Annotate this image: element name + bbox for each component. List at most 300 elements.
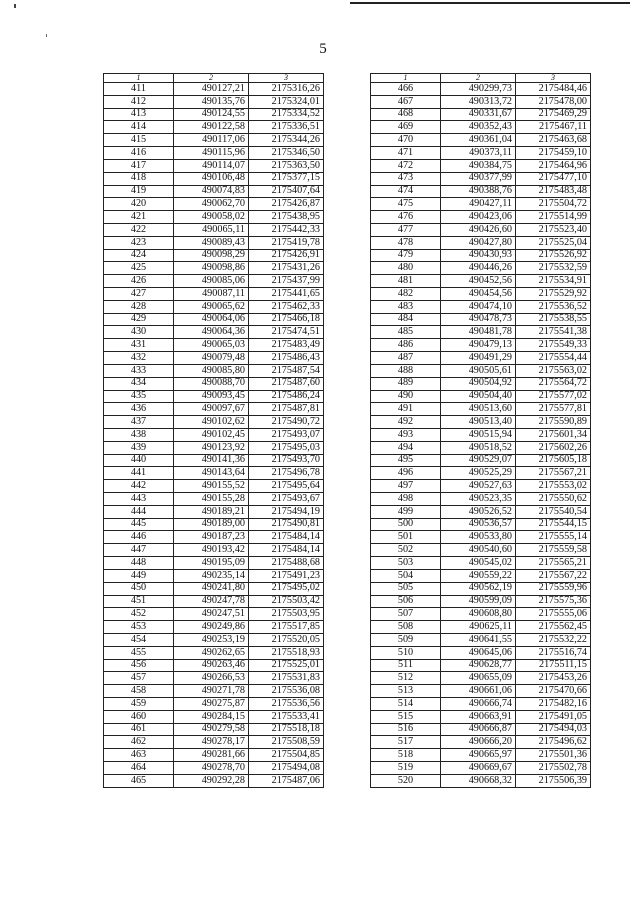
y-coordinate-cell: 2175564,72 [516,377,591,390]
x-coordinate-cell: 490114,07 [174,159,249,172]
point-number-cell: 514 [371,698,441,711]
x-coordinate-cell: 490135,76 [174,95,249,108]
x-coordinate-cell: 490292,28 [174,774,249,787]
table-row [371,749,591,762]
table-row [104,95,324,108]
y-coordinate-cell: 2175525,01 [249,659,324,672]
y-coordinate-cell: 2175426,91 [249,249,324,262]
table-row [371,710,591,723]
point-number-cell: 427 [104,288,174,301]
y-coordinate-cell: 2175567,22 [516,569,591,582]
x-coordinate-cell: 490098,86 [174,262,249,275]
x-coordinate-cell: 490266,53 [174,672,249,685]
point-number-cell: 494 [371,441,441,454]
table-row [104,339,324,352]
x-coordinate-cell: 490093,45 [174,390,249,403]
y-coordinate-cell: 2175462,33 [249,300,324,313]
y-coordinate-cell: 2175487,06 [249,774,324,787]
point-number-cell: 455 [104,646,174,659]
point-number-cell: 459 [104,698,174,711]
x-coordinate-cell: 490299,73 [441,83,516,96]
point-number-cell: 442 [104,480,174,493]
x-coordinate-cell: 490529,07 [441,454,516,467]
y-coordinate-cell: 2175544,15 [516,518,591,531]
point-number-cell: 424 [104,249,174,262]
point-number-cell: 497 [371,480,441,493]
y-coordinate-cell: 2175590,89 [516,416,591,429]
table-row [371,569,591,582]
x-coordinate-cell: 490247,78 [174,595,249,608]
x-coordinate-cell: 490474,10 [441,300,516,313]
y-coordinate-cell: 2175442,33 [249,223,324,236]
table-row [371,262,591,275]
point-number-cell: 422 [104,223,174,236]
table-row [371,646,591,659]
y-coordinate-cell: 2175555,06 [516,608,591,621]
x-coordinate-cell: 490505,61 [441,364,516,377]
y-coordinate-cell: 2175482,16 [516,698,591,711]
y-coordinate-cell: 2175463,68 [516,134,591,147]
y-coordinate-cell: 2175567,21 [516,467,591,480]
y-coordinate-cell: 2175540,54 [516,505,591,518]
point-number-cell: 425 [104,262,174,275]
point-number-cell: 467 [371,95,441,108]
table-row [371,480,591,493]
x-coordinate-cell: 490155,28 [174,493,249,506]
x-coordinate-cell: 490189,21 [174,505,249,518]
point-number-cell: 495 [371,454,441,467]
y-coordinate-cell: 2175474,51 [249,326,324,339]
point-number-cell: 411 [104,83,174,96]
point-number-cell: 438 [104,428,174,441]
point-number-cell: 486 [371,339,441,352]
y-coordinate-cell: 2175487,81 [249,403,324,416]
y-coordinate-cell: 2175531,83 [249,672,324,685]
y-coordinate-cell: 2175605,18 [516,454,591,467]
table-row [371,544,591,557]
table-row [104,493,324,506]
point-number-cell: 515 [371,710,441,723]
table-row [104,403,324,416]
x-coordinate-cell: 490281,66 [174,749,249,762]
column-header-y: 3 [249,74,324,83]
point-number-cell: 520 [371,774,441,787]
table-row [104,288,324,301]
y-coordinate-cell: 2175511,15 [516,659,591,672]
x-coordinate-cell: 490313,72 [441,95,516,108]
table-row [371,723,591,736]
table-row [371,223,591,236]
point-number-cell: 468 [371,108,441,121]
y-coordinate-cell: 2175518,18 [249,723,324,736]
table-row [104,710,324,723]
point-number-cell: 501 [371,531,441,544]
x-coordinate-cell: 490525,29 [441,467,516,480]
point-number-cell: 449 [104,569,174,582]
y-coordinate-cell: 2175555,14 [516,531,591,544]
y-coordinate-cell: 2175495,02 [249,582,324,595]
y-coordinate-cell: 2175565,21 [516,557,591,570]
point-number-cell: 502 [371,544,441,557]
column-header-point: 1 [104,74,174,83]
table-row [104,736,324,749]
point-number-cell: 518 [371,749,441,762]
y-coordinate-cell: 2175536,52 [516,300,591,313]
y-coordinate-cell: 2175602,26 [516,441,591,454]
table-row [104,236,324,249]
x-coordinate-cell: 490253,19 [174,633,249,646]
point-number-cell: 435 [104,390,174,403]
point-number-cell: 430 [104,326,174,339]
table-row [371,236,591,249]
y-coordinate-cell: 2175496,78 [249,467,324,480]
y-coordinate-cell: 2175514,99 [516,211,591,224]
table-row [104,262,324,275]
point-number-cell: 465 [104,774,174,787]
x-coordinate-cell: 490430,93 [441,249,516,262]
y-coordinate-cell: 2175506,39 [516,774,591,787]
point-number-cell: 489 [371,377,441,390]
y-coordinate-cell: 2175491,23 [249,569,324,582]
column-header-y: 3 [516,74,591,83]
x-coordinate-cell: 490452,56 [441,275,516,288]
point-number-cell: 491 [371,403,441,416]
y-coordinate-cell: 2175377,15 [249,172,324,185]
point-number-cell: 485 [371,326,441,339]
x-coordinate-cell: 490143,64 [174,467,249,480]
column-header-point: 1 [371,74,441,83]
table-row [104,544,324,557]
x-coordinate-cell: 490106,48 [174,172,249,185]
y-coordinate-cell: 2175562,45 [516,621,591,634]
table-row [371,493,591,506]
table-row [371,377,591,390]
y-coordinate-cell: 2175504,85 [249,749,324,762]
coordinates-table-right [370,73,591,788]
x-coordinate-cell: 490087,11 [174,288,249,301]
table-row [371,339,591,352]
point-number-cell: 419 [104,185,174,198]
x-coordinate-cell: 490426,60 [441,223,516,236]
point-number-cell: 490 [371,390,441,403]
table-row [371,608,591,621]
x-coordinate-cell: 490446,26 [441,262,516,275]
table-row [104,211,324,224]
point-number-cell: 480 [371,262,441,275]
y-coordinate-cell: 2175484,46 [516,83,591,96]
table-row [104,774,324,787]
x-coordinate-cell: 490454,56 [441,288,516,301]
table-row [104,621,324,634]
point-number-cell: 464 [104,762,174,775]
x-coordinate-cell: 490540,60 [441,544,516,557]
table-row [104,390,324,403]
point-number-cell: 417 [104,159,174,172]
point-number-cell: 454 [104,633,174,646]
x-coordinate-cell: 490668,32 [441,774,516,787]
y-coordinate-cell: 2175477,10 [516,172,591,185]
table-row [371,403,591,416]
x-coordinate-cell: 490599,09 [441,595,516,608]
table-row [104,569,324,582]
x-coordinate-cell: 490122,58 [174,121,249,134]
x-coordinate-cell: 490641,55 [441,633,516,646]
x-coordinate-cell: 490666,74 [441,698,516,711]
point-number-cell: 463 [104,749,174,762]
point-number-cell: 415 [104,134,174,147]
column-header-x: 2 [174,74,249,83]
x-coordinate-cell: 490102,45 [174,428,249,441]
table-row [371,313,591,326]
point-number-cell: 473 [371,172,441,185]
point-number-cell: 509 [371,633,441,646]
table-row [104,672,324,685]
x-coordinate-cell: 490515,94 [441,428,516,441]
table-row [104,441,324,454]
coordinates-table-left [103,73,324,788]
table-row [371,416,591,429]
x-coordinate-cell: 490062,70 [174,198,249,211]
point-number-cell: 505 [371,582,441,595]
table-row [104,249,324,262]
y-coordinate-cell: 2175534,91 [516,275,591,288]
table-row [371,95,591,108]
x-coordinate-cell: 490491,29 [441,352,516,365]
table-row [371,147,591,160]
y-coordinate-cell: 2175495,03 [249,441,324,454]
table-row [104,172,324,185]
table-row [104,531,324,544]
x-coordinate-cell: 490074,83 [174,185,249,198]
point-number-cell: 487 [371,352,441,365]
y-coordinate-cell: 2175438,95 [249,211,324,224]
x-coordinate-cell: 490533,80 [441,531,516,544]
y-coordinate-cell: 2175453,26 [516,672,591,685]
table-row [371,441,591,454]
point-number-cell: 504 [371,569,441,582]
y-coordinate-cell: 2175503,42 [249,595,324,608]
x-coordinate-cell: 490123,92 [174,441,249,454]
x-coordinate-cell: 490189,00 [174,518,249,531]
x-coordinate-cell: 490628,77 [441,659,516,672]
y-coordinate-cell: 2175538,55 [516,313,591,326]
table-row [371,211,591,224]
table-row [371,159,591,172]
x-coordinate-cell: 490377,99 [441,172,516,185]
x-coordinate-cell: 490262,65 [174,646,249,659]
x-coordinate-cell: 490098,29 [174,249,249,262]
x-coordinate-cell: 490481,78 [441,326,516,339]
table-row [104,377,324,390]
x-coordinate-cell: 490526,52 [441,505,516,518]
y-coordinate-cell: 2175487,54 [249,364,324,377]
point-number-cell: 479 [371,249,441,262]
y-coordinate-cell: 2175518,93 [249,646,324,659]
y-coordinate-cell: 2175490,72 [249,416,324,429]
y-coordinate-cell: 2175336,51 [249,121,324,134]
table-row [104,428,324,441]
y-coordinate-cell: 2175431,26 [249,262,324,275]
x-coordinate-cell: 490331,67 [441,108,516,121]
y-coordinate-cell: 2175494,19 [249,505,324,518]
table-row [104,608,324,621]
x-coordinate-cell: 490666,20 [441,736,516,749]
y-coordinate-cell: 2175483,49 [249,339,324,352]
point-number-cell: 420 [104,198,174,211]
point-number-cell: 421 [104,211,174,224]
x-coordinate-cell: 490513,60 [441,403,516,416]
x-coordinate-cell: 490141,36 [174,454,249,467]
y-coordinate-cell: 2175502,78 [516,762,591,775]
point-number-cell: 457 [104,672,174,685]
table-row [104,762,324,775]
table-row [104,582,324,595]
x-coordinate-cell: 490065,11 [174,223,249,236]
x-coordinate-cell: 490058,02 [174,211,249,224]
table-row [371,698,591,711]
x-coordinate-cell: 490645,06 [441,646,516,659]
y-coordinate-cell: 2175324,01 [249,95,324,108]
table-row [104,275,324,288]
y-coordinate-cell: 2175559,58 [516,544,591,557]
y-coordinate-cell: 2175526,92 [516,249,591,262]
point-number-cell: 462 [104,736,174,749]
point-number-cell: 493 [371,428,441,441]
table-row [371,275,591,288]
table-row [371,326,591,339]
point-number-cell: 445 [104,518,174,531]
y-coordinate-cell: 2175575,36 [516,595,591,608]
point-number-cell: 516 [371,723,441,736]
table-row [371,185,591,198]
point-number-cell: 472 [371,159,441,172]
y-coordinate-cell: 2175493,67 [249,493,324,506]
y-coordinate-cell: 2175550,62 [516,493,591,506]
point-number-cell: 453 [104,621,174,634]
table-row [104,467,324,480]
x-coordinate-cell: 490085,80 [174,364,249,377]
x-coordinate-cell: 490427,11 [441,198,516,211]
y-coordinate-cell: 2175494,08 [249,762,324,775]
point-number-cell: 426 [104,275,174,288]
x-coordinate-cell: 490278,17 [174,736,249,749]
table-row [371,685,591,698]
x-coordinate-cell: 490669,67 [441,762,516,775]
table-row [371,121,591,134]
y-coordinate-cell: 2175484,14 [249,544,324,557]
x-coordinate-cell: 490155,52 [174,480,249,493]
x-coordinate-cell: 490536,57 [441,518,516,531]
x-coordinate-cell: 490427,80 [441,236,516,249]
point-number-cell: 498 [371,493,441,506]
point-number-cell: 500 [371,518,441,531]
table-row [104,121,324,134]
table-row [371,582,591,595]
point-number-cell: 450 [104,582,174,595]
x-coordinate-cell: 490195,09 [174,557,249,570]
point-number-cell: 416 [104,147,174,160]
table-row [104,159,324,172]
point-number-cell: 446 [104,531,174,544]
point-number-cell: 429 [104,313,174,326]
point-number-cell: 511 [371,659,441,672]
table-header-row [371,74,591,83]
point-number-cell: 475 [371,198,441,211]
point-number-cell: 444 [104,505,174,518]
point-number-cell: 482 [371,288,441,301]
point-number-cell: 448 [104,557,174,570]
point-number-cell: 484 [371,313,441,326]
table-row [104,223,324,236]
x-coordinate-cell: 490249,86 [174,621,249,634]
point-number-cell: 441 [104,467,174,480]
table-row [371,633,591,646]
x-coordinate-cell: 490661,06 [441,685,516,698]
x-coordinate-cell: 490247,51 [174,608,249,621]
y-coordinate-cell: 2175488,68 [249,557,324,570]
y-coordinate-cell: 2175529,92 [516,288,591,301]
point-number-cell: 433 [104,364,174,377]
y-coordinate-cell: 2175469,29 [516,108,591,121]
point-number-cell: 437 [104,416,174,429]
x-coordinate-cell: 490089,43 [174,236,249,249]
x-coordinate-cell: 490665,97 [441,749,516,762]
point-number-cell: 470 [371,134,441,147]
y-coordinate-cell: 2175541,38 [516,326,591,339]
table-row [104,646,324,659]
x-coordinate-cell: 490065,03 [174,339,249,352]
y-coordinate-cell: 2175478,00 [516,95,591,108]
point-number-cell: 517 [371,736,441,749]
point-number-cell: 507 [371,608,441,621]
table-row [104,749,324,762]
point-number-cell: 452 [104,608,174,621]
point-number-cell: 412 [104,95,174,108]
y-coordinate-cell: 2175459,10 [516,147,591,160]
y-coordinate-cell: 2175363,50 [249,159,324,172]
table-row [371,518,591,531]
y-coordinate-cell: 2175486,24 [249,390,324,403]
point-number-cell: 451 [104,595,174,608]
table-row [104,557,324,570]
scan-mark [46,34,47,37]
table-row [104,416,324,429]
y-coordinate-cell: 2175464,96 [516,159,591,172]
x-coordinate-cell: 490663,91 [441,710,516,723]
y-coordinate-cell: 2175503,95 [249,608,324,621]
y-coordinate-cell: 2175520,05 [249,633,324,646]
table-row [104,454,324,467]
y-coordinate-cell: 2175536,08 [249,685,324,698]
x-coordinate-cell: 490284,15 [174,710,249,723]
y-coordinate-cell: 2175466,18 [249,313,324,326]
x-coordinate-cell: 490279,58 [174,723,249,736]
point-number-cell: 443 [104,493,174,506]
x-coordinate-cell: 490278,70 [174,762,249,775]
table-row [104,595,324,608]
y-coordinate-cell: 2175407,64 [249,185,324,198]
point-number-cell: 477 [371,223,441,236]
x-coordinate-cell: 490625,11 [441,621,516,634]
point-number-cell: 469 [371,121,441,134]
point-number-cell: 447 [104,544,174,557]
y-coordinate-cell: 2175554,44 [516,352,591,365]
x-coordinate-cell: 490117,06 [174,134,249,147]
y-coordinate-cell: 2175523,40 [516,223,591,236]
table-row [104,198,324,211]
y-coordinate-cell: 2175437,99 [249,275,324,288]
x-coordinate-cell: 490064,06 [174,313,249,326]
